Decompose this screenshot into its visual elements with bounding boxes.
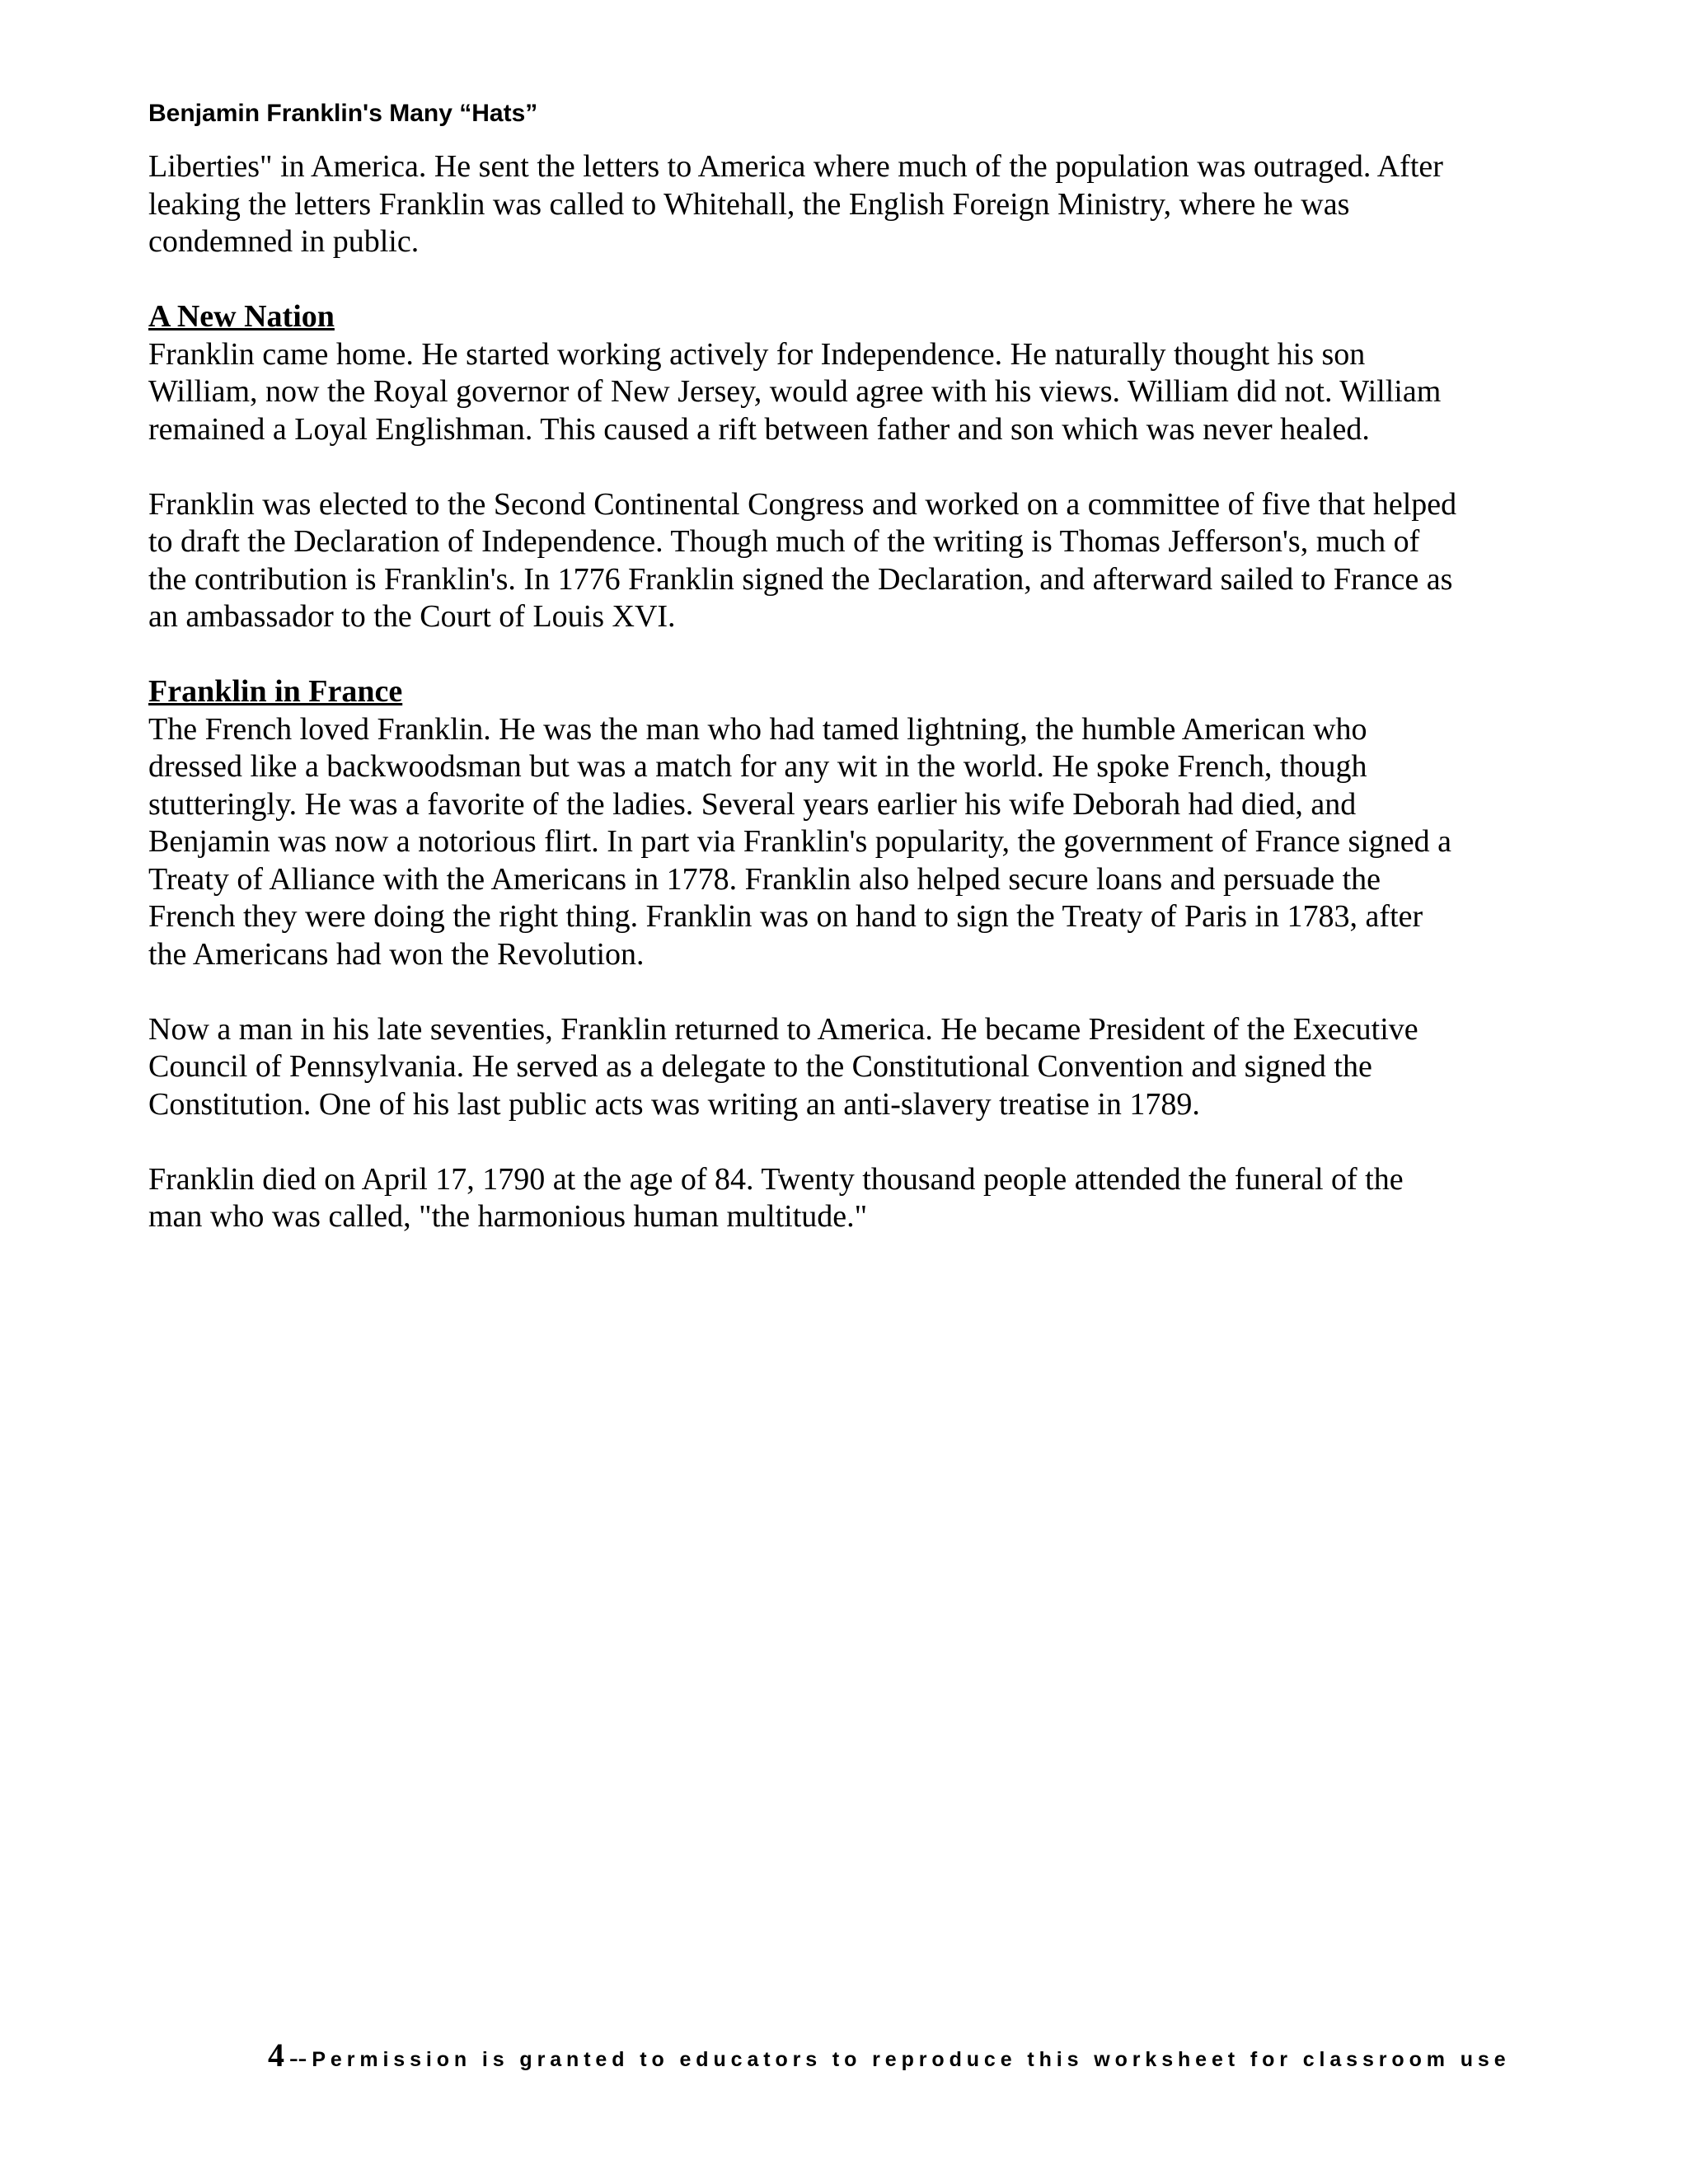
page-number: 4	[268, 2036, 284, 2074]
section-france-paragraph-3	[148, 1161, 1550, 1236]
section-france-paragraph-2	[148, 1011, 1550, 1124]
text-line: Now a man in his late seventies, Franklin returned to America. He became President of the Executive	[148, 1011, 1418, 1047]
text-line: man who was called, "the harmonious human multitude."	[148, 1199, 868, 1234]
page-footer	[268, 2036, 1511, 2074]
text-line: Constitution. One of his last public acts was writing an anti-slavery treatise in 1789.	[148, 1086, 1200, 1122]
text-line: Franklin came home. He started working actively for Independence. He naturally thought his son	[148, 336, 1366, 372]
text-line: Treaty of Alliance with the Americans in 1778. Franklin also helped secure loans and persuade the	[148, 861, 1381, 897]
text-line: The French loved Franklin. He was the man who had tamed lightning, the humble American who	[148, 711, 1367, 747]
document-body	[148, 148, 1550, 1273]
text-line: leaking the letters Franklin was called to Whitehall, the English Foreign Ministry, where he was	[148, 186, 1350, 222]
footer-separator: --	[289, 2042, 307, 2072]
section-heading-new-nation: A New Nation	[148, 299, 335, 334]
section-new-nation-paragraph-1	[148, 298, 1550, 448]
text-line: Franklin died on April 17, 1790 at the age of 84. Twenty thousand people attended the funeral of the	[148, 1161, 1404, 1197]
text-line: to draft the Declaration of Independence. Though much of the writing is Thomas Jefferson's, much of	[148, 524, 1420, 559]
text-line: the contribution is Franklin's. In 1776 Franklin signed the Declaration, and afterward sailed to France as	[148, 561, 1453, 597]
text-line: an ambassador to the Court of Louis XVI.	[148, 599, 676, 634]
intro-paragraph	[148, 148, 1550, 261]
section-france-paragraph-1	[148, 673, 1550, 973]
text-line: condemned in public.	[148, 224, 420, 259]
text-line: remained a Loyal Englishman. This caused a rift between father and son which was never healed.	[148, 411, 1370, 447]
section-heading-franklin-in-france: Franklin in France	[148, 674, 403, 709]
text-line: William, now the Royal governor of New Jersey, would agree with his views. William did not. William	[148, 374, 1442, 409]
text-line: Council of Pennsylvania. He served as a delegate to the Constitutional Convention and signed the	[148, 1049, 1372, 1084]
running-header: Benjamin Franklin's Many “Hats”	[148, 100, 538, 127]
section-new-nation-paragraph-2	[148, 486, 1550, 636]
text-line: stutteringly. He was a favorite of the ladies. Several years earlier his wife Deborah had died, and	[148, 786, 1357, 822]
text-line: French they were doing the right thing. Franklin was on hand to sign the Treaty of Paris in 1783, after	[148, 899, 1423, 934]
text-line: Franklin was elected to the Second Continental Congress and worked on a committee of five that helped	[148, 486, 1457, 522]
text-line: the Americans had won the Revolution.	[148, 936, 645, 972]
text-line: dressed like a backwoodsman but was a match for any wit in the world. He spoke French, though	[148, 749, 1367, 784]
text-line: Benjamin was now a notorious flirt. In part via Franklin's popularity, the government of France signed a	[148, 824, 1452, 859]
text-line: Liberties" in America. He sent the letters to America where much of the population was outraged. After	[148, 149, 1443, 184]
permission-notice: Permission is granted to educators to reproduce this worksheet for classroom use	[312, 2048, 1511, 2071]
